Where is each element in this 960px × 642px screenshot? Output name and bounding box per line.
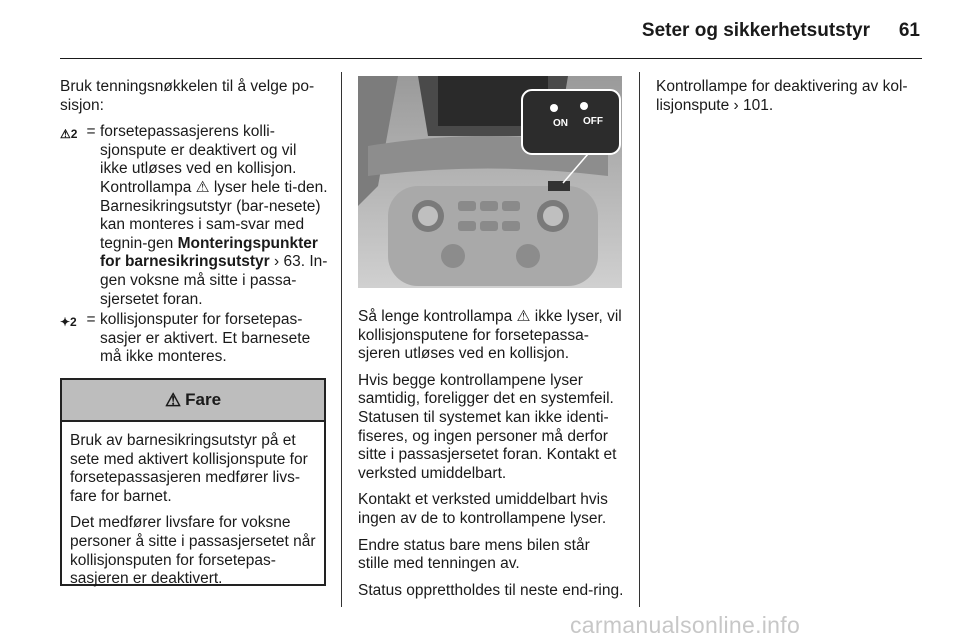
warning-paragraph: Bruk av barnesikringsutstyr på et sete med aktivert kollisjonspute for forsetepassasjeren medfører livs-fare for barnet.: [70, 432, 308, 505]
equals-sign: =: [86, 311, 96, 329]
paragraph: Status opprettholdes til neste end-ring.: [358, 581, 624, 599]
dashboard-photo: [358, 76, 622, 288]
warning-title: Fare: [185, 390, 222, 409]
off-label: OFF: [583, 116, 603, 127]
warning-header: [62, 380, 324, 422]
paragraph: Hvis begge kontrollampene lyser samtidig, foreligger det en systemfeil. Statusen til systemet kan ikke identi-fiseres, og ingen personer må derfor sitte i passasjersetet foran. Kontakt et verksted umiddelbart.: [358, 371, 617, 482]
page-title: Seter og sikkerhetsutstyr: [641, 20, 870, 41]
equals-sign: =: [86, 123, 96, 141]
option-airbag-off: [60, 123, 328, 309]
cross-reference[interactable]: Kontrollampe for deaktivering av kol-lisjonspute › 101.: [656, 78, 908, 114]
column-divider: [341, 72, 342, 607]
warning-triangle-icon: ⚠: [164, 389, 182, 410]
airbag-on-icon: ✦2: [60, 315, 77, 330]
option-airbag-on: [60, 311, 328, 367]
page-number: 61: [898, 20, 920, 41]
paragraph: Kontakt et verksted umiddelbart hvis ingen av de to kontrollampene lyser.: [358, 491, 608, 527]
warning-box: [60, 378, 326, 586]
header-rule: [60, 58, 922, 59]
column-divider: [639, 72, 640, 607]
on-label: ON: [553, 118, 568, 129]
intro-text: Bruk tenningsnøkkelen til å velge po-sisjon:: [60, 78, 315, 114]
paragraph: Endre status bare mens bilen står stille med tenningen av.: [358, 536, 590, 573]
column-left: [60, 78, 328, 367]
option-description: kollisjonsputer for forsetepas-sasjer er aktivert. Et barnesete må ikke monteres.: [100, 311, 311, 366]
airbag-off-icon: ⚠2: [60, 127, 78, 142]
paragraph: Så lenge kontrollampa ⚠ ikke lyser, vil kollisjonsputene for forsetepassa-sjeren utløses ved en kollisjon.: [358, 308, 622, 363]
warning-body: [62, 422, 324, 589]
column-right: [656, 78, 922, 123]
option-description: forsetepassasjerens kolli-sjonspute er deaktivert og vil ikke utløses ved en kollisjon. Kontrollampa ⚠ lyser hele ti-den. Barnesikringsutstyr (bar-nesete) kan monteres i sam-svar med tegnin-gen Monteringspunkter for barnesikringsutstyr › 63. In-gen voksne må sitte i passa-sjersetet foran.: [100, 123, 328, 308]
link-bold-term[interactable]: Monteringspunkter for barnesikringsutstyr: [100, 234, 318, 271]
watermark: carmanualsonline.info: [570, 612, 801, 638]
column-middle: [358, 308, 624, 608]
dashboard-illustration: [358, 76, 622, 288]
warning-paragraph: Det medfører livsfare for voksne personer å sitte i passasjersetet når kollisjonsputen for forsetepas-sasjeren er deaktivert.: [70, 514, 316, 588]
